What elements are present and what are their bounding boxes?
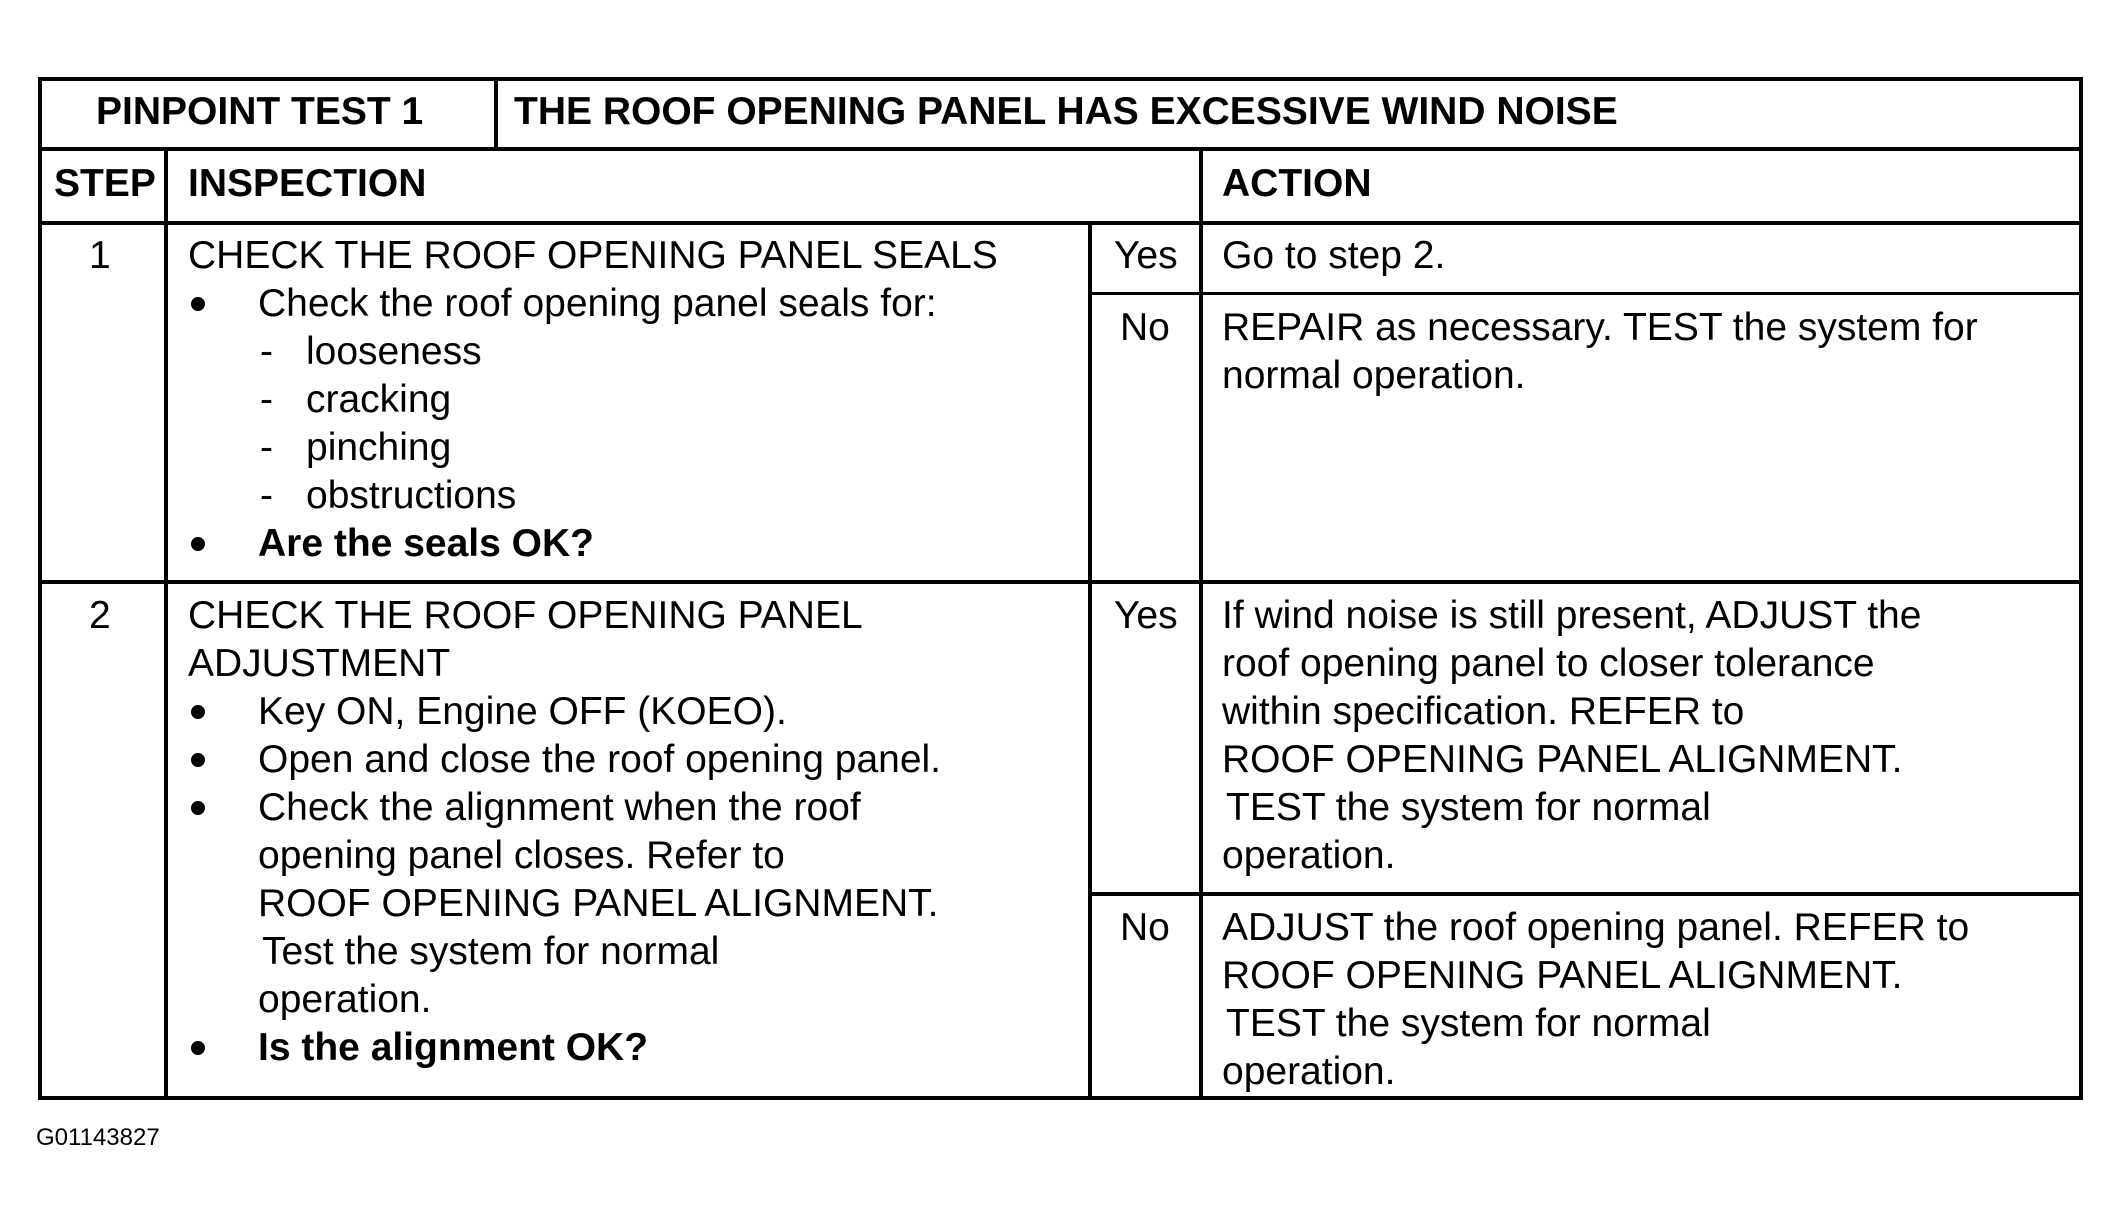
yes-label: Yes	[1114, 234, 1178, 277]
inspection-question: Is the alignment OK?	[258, 1026, 649, 1069]
yes-action-line: If wind noise is still present, ADJUST the	[1222, 594, 1922, 637]
rule-below-column-headers	[38, 221, 2083, 225]
no-label: No	[1120, 306, 1170, 349]
no-action-line: ADJUST the roof opening panel. REFER to	[1222, 906, 1970, 949]
no-action-line: operation.	[1222, 1050, 1396, 1093]
step-number: 1	[89, 234, 111, 277]
yes-action-line: roof opening panel to closer tolerance	[1222, 642, 1875, 685]
yes-action-line: within specification. REFER to	[1222, 690, 1745, 733]
inspection-bullet-line: Check the alignment when the roof	[258, 786, 861, 829]
yes-action-line: TEST the system for normal	[1226, 786, 1711, 829]
page-title: THE ROOF OPENING PANEL HAS EXCESSIVE WIND NOISE	[514, 90, 1618, 133]
bullet-marker	[191, 801, 205, 815]
rule-title-divider	[494, 77, 498, 149]
column-header-inspection: INSPECTION	[188, 162, 427, 205]
no-action-line: REPAIR as necessary. TEST the system for	[1222, 306, 1978, 349]
yes-action: Go to step 2.	[1222, 234, 1446, 277]
rule-step1-yes-no	[1088, 292, 2083, 295]
inspection-bullet-line: ROOF OPENING PANEL ALIGNMENT.	[258, 882, 939, 925]
rule-between-steps	[38, 580, 2083, 584]
inspection-bullet: Open and close the roof opening panel.	[258, 738, 942, 781]
inspection-question: Are the seals OK?	[258, 522, 594, 565]
step-title-line: ADJUSTMENT	[188, 642, 451, 685]
inspection-bullet: Check the roof opening panel seals for:	[258, 282, 937, 325]
sub-item-marker: -	[260, 330, 273, 373]
no-label: No	[1120, 906, 1170, 949]
step-number: 2	[89, 594, 111, 637]
inspection-bullet-line: Test the system for normal	[262, 930, 720, 973]
rule-step2-yes-no	[1088, 892, 2083, 896]
no-action-line: TEST the system for normal	[1226, 1002, 1711, 1045]
step-title-line: CHECK THE ROOF OPENING PANEL	[188, 594, 863, 637]
inspection-bullet-line: opening panel closes. Refer to	[258, 834, 785, 877]
sub-item-marker: -	[260, 474, 273, 517]
yes-action-line: operation.	[1222, 834, 1396, 877]
inspection-bullet-line: operation.	[258, 978, 432, 1021]
no-action-line: ROOF OPENING PANEL ALIGNMENT.	[1222, 954, 1903, 997]
bullet-marker	[191, 1041, 205, 1055]
pinpoint-test-id: PINPOINT TEST 1	[96, 90, 424, 133]
column-header-action: ACTION	[1222, 162, 1372, 205]
column-header-step: STEP	[54, 162, 156, 205]
yes-label: Yes	[1114, 594, 1178, 637]
inspection-bullet: Key ON, Engine OFF (KOEO).	[258, 690, 787, 733]
rule-below-title	[38, 147, 2083, 151]
no-action-line: normal operation.	[1222, 354, 1526, 397]
bullet-marker	[191, 753, 205, 767]
yes-action-line: ROOF OPENING PANEL ALIGNMENT.	[1222, 738, 1903, 781]
rule-yes-no-column	[1088, 223, 1092, 1100]
bullet-marker	[191, 705, 205, 719]
bullet-marker	[191, 297, 205, 311]
sub-item: looseness	[306, 330, 482, 373]
sub-item: cracking	[306, 378, 452, 421]
sub-item: obstructions	[306, 474, 517, 517]
bullet-marker	[191, 537, 205, 551]
rule-action-column	[1199, 149, 1203, 1100]
rule-step-column	[164, 149, 168, 1100]
sub-item-marker: -	[260, 378, 273, 421]
sub-item-marker: -	[260, 426, 273, 469]
sub-item: pinching	[306, 426, 452, 469]
figure-id: G01143827	[36, 1124, 160, 1151]
step-title: CHECK THE ROOF OPENING PANEL SEALS	[188, 234, 998, 277]
